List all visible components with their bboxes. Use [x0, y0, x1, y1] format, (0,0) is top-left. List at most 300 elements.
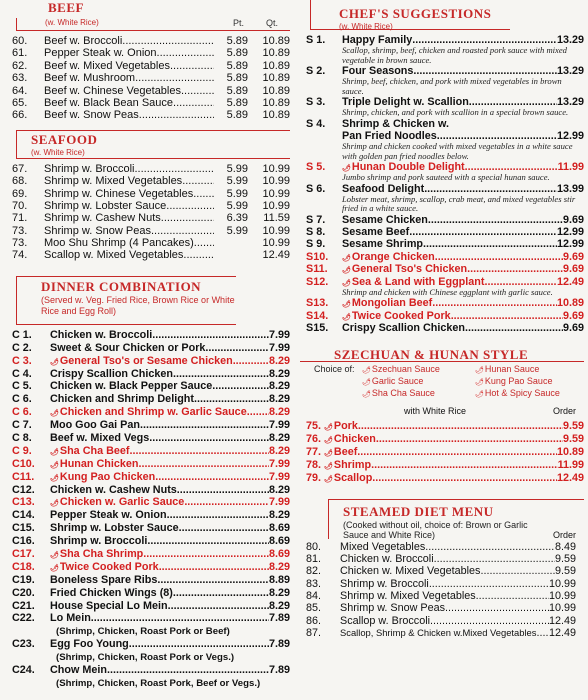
- price-pint: 5.99: [226, 199, 248, 212]
- combo-sub: (Served w. Veg. Fried Rice, Brown Rice or White Rice and Egg Roll): [41, 294, 235, 316]
- item-price: 10.99: [548, 602, 576, 615]
- item-name: Shrimp w. Lobster Sauce: [50, 522, 179, 535]
- item-price: 8.29: [268, 509, 290, 522]
- item-name: 🌶 Twice Cooked Pork: [342, 310, 451, 324]
- item-name: Beef w. Mixed Vegetables: [44, 59, 170, 72]
- item-number: C 5.: [12, 380, 32, 393]
- item-number: 86.: [306, 614, 322, 627]
- sauce-choice: 🌶 Hot & Spicy Sauce: [475, 388, 582, 400]
- szechuan-choices: [300, 361, 584, 400]
- price-quart: 10.89: [262, 47, 290, 60]
- item-number: 65.: [12, 96, 28, 109]
- item-price: 8.89: [268, 573, 290, 586]
- item-number: S 4.: [306, 117, 326, 130]
- item-price: 10.99: [548, 577, 576, 590]
- item-price: 12.49: [556, 471, 584, 484]
- diet-item: [300, 602, 584, 614]
- item-number: 62.: [12, 59, 28, 72]
- item-price: 8.29: [268, 367, 290, 380]
- menu-item: [6, 97, 290, 109]
- item-number: 79.: [306, 471, 322, 484]
- combo-item: [6, 587, 290, 600]
- leader-dots: [138, 458, 269, 471]
- beef-title: BEEF: [48, 0, 84, 15]
- chef-section: [300, 0, 584, 335]
- seafood-title: SEAFOOD: [31, 131, 98, 147]
- item-number: C 2.: [12, 341, 32, 354]
- item-name: Beef w. Mushroom: [44, 72, 136, 85]
- menu-item: [6, 188, 290, 200]
- price-quart: 10.89: [262, 84, 290, 97]
- combo-item: [6, 432, 290, 445]
- right-column: [300, 0, 584, 640]
- menu-item: [6, 163, 290, 175]
- order-label: Order: [552, 405, 576, 416]
- leader-dots: [140, 419, 269, 432]
- diet-sub: (Cooked without oil, choice of: Brown or Garlic Sauce and White Rice): [343, 519, 528, 540]
- item-name: Shrimp w. Broccoli: [340, 577, 429, 590]
- item-price: 8.29: [268, 380, 290, 393]
- leader-dots: [435, 251, 563, 263]
- leader-dots: [357, 446, 557, 458]
- menu-item: [6, 249, 290, 261]
- szechuan-item: [300, 472, 584, 485]
- leader-dots: [155, 471, 269, 484]
- leader-dots: [194, 237, 214, 249]
- item-name: 🌶 General Tso's or Sesame Chicken: [50, 355, 233, 370]
- combo-item: [6, 393, 290, 406]
- left-column: [6, 0, 290, 690]
- chef-list: [300, 34, 584, 335]
- item-number: 60.: [12, 35, 28, 47]
- leader-dots: [193, 188, 214, 200]
- item-number: S 2.: [306, 64, 326, 77]
- item-price: 9.59: [562, 419, 584, 432]
- leader-dots: [372, 472, 557, 484]
- diet-header: [328, 499, 584, 539]
- menu-item: [6, 175, 290, 187]
- combo-item: [6, 612, 290, 625]
- item-name: Chow Mein: [50, 664, 107, 677]
- item-price: 8.29: [268, 586, 290, 599]
- item-price: 8.29: [268, 406, 290, 419]
- menu-item: [6, 225, 290, 237]
- item-price: 12.99: [556, 130, 584, 143]
- item-number: S13.: [306, 297, 329, 310]
- price-pint: 5.99: [226, 187, 248, 200]
- item-number: C12.: [12, 483, 35, 496]
- item-name: 🌶 Sha Cha Beef: [50, 445, 130, 460]
- item-name: Mixed Vegetables: [340, 540, 426, 553]
- price-pint: 5.89: [226, 84, 248, 97]
- leader-dots: [409, 226, 557, 238]
- sauce-choice: 🌶 Sha Cha Sauce: [362, 388, 469, 400]
- item-name: Beef w. Broccoli: [44, 35, 123, 47]
- item-name: Chicken w. Black Pepper Sauce: [50, 380, 213, 393]
- combo-item: [6, 509, 290, 522]
- item-number: 68.: [12, 175, 28, 188]
- item-name: 🌶 Shrimp: [324, 459, 371, 473]
- item-note: (Shrimp, Chicken, Roast Pork, Beef or Vegs.): [56, 678, 261, 690]
- item-name: Shrimp w. Snow Peas: [340, 602, 446, 615]
- item-price: 7.99: [268, 457, 290, 470]
- leader-dots: [465, 322, 563, 334]
- item-description: Jumbo shrimp and pork sauteed with a special hunan sauce.: [342, 172, 550, 183]
- qt-header: Qt.: [265, 18, 278, 28]
- item-price: 13.29: [556, 64, 584, 77]
- item-number: 83.: [306, 577, 322, 590]
- seafood-sub: (w. White Rice): [31, 147, 85, 157]
- item-price: 10.89: [556, 445, 584, 458]
- price-quart: 10.99: [262, 162, 290, 175]
- item-price: 7.99: [268, 419, 290, 432]
- item-number: C14.: [12, 509, 35, 522]
- item-name: Chicken w. Broccoli: [340, 552, 434, 565]
- item-number: S 5.: [306, 161, 326, 174]
- item-number: S 6.: [306, 182, 326, 195]
- item-number: 81.: [306, 552, 322, 565]
- combo-item: [6, 419, 290, 432]
- leader-dots: [181, 85, 214, 97]
- item-price: 7.99: [268, 496, 290, 509]
- sauce-choice: 🌶 Kung Pao Sauce: [475, 376, 582, 388]
- price-pint: 5.89: [226, 47, 248, 60]
- item-price: 8.69: [268, 535, 290, 548]
- item-name: Fried Chicken Wings (8): [50, 586, 173, 599]
- item-price: 12.99: [556, 226, 584, 239]
- combo-title: DINNER COMBINATION: [41, 278, 202, 294]
- leader-dots: [157, 47, 214, 59]
- item-number: C22.: [12, 612, 35, 625]
- leader-dots: [157, 574, 269, 587]
- leader-dots: [129, 638, 269, 651]
- item-description: Scallop, shrimp, beef, chicken and roasted pork sauce with mixed vegetable in brown sauce.: [342, 45, 567, 65]
- item-description: Shrimp and chicken with Chinese eggplant with garlic sauce.: [342, 287, 553, 298]
- item-number: 63.: [12, 72, 28, 85]
- item-number: C17.: [12, 548, 35, 560]
- choice-grid: [362, 364, 582, 400]
- item-number: S10.: [306, 250, 329, 263]
- item-number: C 3.: [12, 354, 32, 367]
- item-number: 74.: [12, 249, 28, 262]
- price-quart: 10.99: [262, 224, 290, 237]
- leader-dots: [432, 297, 557, 309]
- menu-item: [6, 47, 290, 59]
- item-name: Scallop w. Broccoli: [340, 614, 431, 627]
- item-price: 9.59: [562, 432, 584, 445]
- combo-item: [6, 368, 290, 381]
- item-price: 8.29: [268, 444, 290, 457]
- leader-dots: [376, 433, 563, 445]
- leader-dots: [135, 72, 214, 84]
- pt-header: Pt.: [232, 18, 244, 28]
- item-name: 🌶 Mongolian Beef: [342, 297, 432, 311]
- diet-subheader: [343, 520, 584, 540]
- item-name: 🌶 Sea & Land with Eggplant: [342, 276, 484, 290]
- leader-dots: [177, 484, 269, 497]
- item-name: Shrimp w. Lobster Sauce: [44, 199, 167, 212]
- chef-item: [300, 297, 584, 309]
- leader-dots: [168, 600, 269, 613]
- item-number: S 1.: [306, 34, 326, 46]
- item-name: Moo Goo Gai Pan: [50, 419, 140, 432]
- item-name: Shrimp w. Mixed Vegetables: [340, 590, 476, 603]
- item-name: Shrimp w. Mixed Vegetables: [44, 175, 183, 188]
- item-description: Lobster meat, shrimp, scallop, crab meat, and mixed vegetables stir fried in a white sauce.: [342, 194, 576, 214]
- diet-title: STEAMED DIET MENU: [343, 503, 494, 519]
- seafood-header: [16, 130, 290, 159]
- item-name: Chicken w. Mixed Vegetables: [340, 565, 481, 578]
- item-price: 8.29: [268, 431, 290, 444]
- item-price: 10.89: [556, 297, 584, 310]
- combo-item: [6, 471, 290, 484]
- szechuan-header: [300, 347, 584, 361]
- leader-dots: [212, 380, 269, 393]
- combo-item: [6, 329, 290, 342]
- item-number: 70.: [12, 199, 28, 212]
- price-quart: 10.89: [262, 109, 290, 122]
- item-number: 84.: [306, 590, 322, 603]
- item-number: C20.: [12, 586, 35, 599]
- combo-item: [6, 380, 290, 393]
- leader-dots: [428, 214, 563, 226]
- item-name: Moo Shu Shrimp (4 Pancakes): [44, 237, 194, 250]
- diet-item: [300, 627, 584, 639]
- chef-item: [300, 118, 584, 130]
- item-price: 7.89: [268, 638, 290, 651]
- item-price: 9.69: [562, 263, 584, 276]
- item-number: S 9.: [306, 238, 326, 251]
- price-pint: 5.89: [226, 96, 248, 109]
- leader-dots: [134, 163, 214, 175]
- item-name: Four Seasons: [342, 64, 414, 77]
- beef-header: [6, 0, 290, 16]
- leader-dots: [371, 459, 557, 471]
- leader-dots: [358, 420, 563, 432]
- item-number: C21.: [12, 599, 35, 612]
- price-pint: 5.89: [226, 109, 248, 122]
- combo-item: [6, 561, 290, 574]
- item-name: Beef w. Chinese Vegetables: [44, 84, 181, 97]
- price-pint: 5.89: [226, 59, 248, 72]
- item-price: 11.99: [557, 458, 584, 471]
- chef-item: [300, 251, 584, 263]
- beef-col-headers: [233, 18, 284, 29]
- item-name: Scallop, Shrimp & Chicken w.Mixed Vegetables: [340, 627, 537, 639]
- item-description: Shrimp, chicken, and pork with scallion in a special brown sauce.: [342, 107, 569, 118]
- seafood-list: [6, 163, 290, 262]
- item-name: 🌶 Pork: [324, 420, 358, 434]
- menu-item: [6, 35, 290, 47]
- leader-dots: [122, 35, 214, 47]
- item-number: C 7.: [12, 419, 32, 432]
- item-price: 9.69: [562, 250, 584, 263]
- item-number: 71.: [12, 212, 28, 225]
- chef-item: [300, 310, 584, 322]
- item-price: 8.29: [268, 393, 290, 406]
- item-number: 61.: [12, 47, 28, 60]
- item-price: 13.29: [556, 34, 584, 46]
- price-quart: 10.89: [262, 59, 290, 72]
- item-number: 85.: [306, 602, 322, 615]
- item-price: 7.99: [268, 470, 290, 483]
- price-pint: 5.99: [226, 224, 248, 237]
- item-price: 7.89: [268, 664, 290, 677]
- diet-item: [300, 590, 584, 602]
- with-rice-label: with White Rice: [404, 405, 467, 416]
- chef-item: [300, 226, 584, 238]
- item-name: 🌶 Chicken: [324, 433, 376, 447]
- item-name: Beef w. Mixed Vegs.: [50, 431, 153, 444]
- price-quart: 10.99: [262, 199, 290, 212]
- combo-item: [6, 664, 290, 677]
- item-name: Sesame Shrimp: [342, 238, 424, 251]
- seafood-section: [6, 130, 290, 262]
- item-number: C18.: [12, 560, 35, 573]
- item-name: Pepper Steak w. Onion: [50, 509, 167, 522]
- menu-item: [6, 85, 290, 97]
- item-price: 12.99: [556, 238, 584, 251]
- diet-order-label: Order: [552, 529, 576, 540]
- item-name: Sweet & Sour Chicken or Pork: [50, 341, 206, 354]
- combo-item: [6, 496, 290, 509]
- item-price: 9.59: [554, 565, 576, 578]
- leader-dots: [173, 368, 269, 381]
- leader-dots: [451, 310, 563, 322]
- item-price: 8.29: [268, 560, 290, 573]
- leader-dots: [184, 496, 269, 509]
- leader-dots: [183, 249, 214, 261]
- leader-dots: [91, 612, 269, 625]
- diet-item: [300, 553, 584, 565]
- item-price: 13.99: [556, 182, 584, 195]
- leader-dots: [167, 509, 269, 522]
- item-name: 🌶 Twice Cooked Pork: [50, 561, 159, 576]
- item-number: S11.: [306, 263, 328, 276]
- item-number: 66.: [12, 109, 28, 122]
- item-number: C 8.: [12, 431, 32, 444]
- item-name: Beef w. Snow Peas: [44, 109, 139, 122]
- item-number: C 9.: [12, 444, 32, 457]
- leader-dots: [205, 342, 269, 355]
- item-number: C11.: [12, 470, 35, 483]
- item-number: C13.: [12, 496, 35, 509]
- price-quart: 10.99: [262, 187, 290, 200]
- item-number: C24.: [12, 664, 35, 677]
- item-name: Crispy Scallion Chicken: [342, 322, 466, 335]
- item-number: S 7.: [306, 213, 326, 226]
- item-name: 🌶 Hunan Chicken: [50, 458, 138, 473]
- szechuan-item: [300, 420, 584, 433]
- szechuan-item: [300, 459, 584, 472]
- leader-dots: [173, 587, 269, 600]
- item-number: 64.: [12, 84, 28, 97]
- item-number: C 4.: [12, 367, 32, 380]
- item-name: Beef w. Black Bean Sauce: [44, 96, 174, 109]
- item-name: Sesame Beef: [342, 226, 410, 239]
- item-number: 87.: [306, 627, 322, 640]
- diet-item: [300, 565, 584, 577]
- leader-dots: [423, 238, 557, 250]
- leader-dots: [166, 200, 214, 212]
- sauce-choice: 🌶 Garlic Sauce: [362, 376, 469, 388]
- item-number: C10.: [12, 457, 35, 470]
- item-price: 8.49: [554, 540, 576, 553]
- chef-item: [300, 238, 584, 250]
- leader-dots: [445, 602, 549, 614]
- item-name: Pepper Steak w. Onion: [44, 47, 157, 60]
- price-quart: 10.89: [262, 35, 290, 47]
- price-quart: 10.89: [262, 96, 290, 109]
- menu-item: [6, 212, 290, 224]
- item-number: S 8.: [306, 226, 326, 239]
- price-pint: 6.39: [226, 212, 248, 225]
- combo-item: [6, 406, 290, 419]
- diet-item: [300, 578, 584, 590]
- item-description: Shrimp and chicken cooked with mixed vegetables in a white sauce with golden pan fried noodles below.: [342, 141, 573, 161]
- beef-sub: (w. White Rice): [45, 18, 99, 27]
- combo-item: [6, 342, 290, 355]
- item-number: 69.: [12, 187, 28, 200]
- choice-label: Choice of:: [314, 363, 355, 374]
- leader-dots: [147, 535, 269, 548]
- price-pint: 5.99: [226, 162, 248, 175]
- leader-dots: [194, 393, 269, 406]
- item-price: 12.49: [548, 614, 576, 627]
- item-name: Sesame Chicken: [342, 213, 428, 226]
- szechuan-title: SZECHUAN & HUNAN STYLE: [334, 346, 529, 362]
- item-price: 8.29: [268, 354, 290, 367]
- item-number: 76.: [306, 432, 322, 445]
- item-name: 🌶 Kung Pao Chicken: [50, 471, 155, 486]
- combo-item: [6, 355, 290, 368]
- item-number: C15.: [12, 522, 35, 535]
- leader-dots: [182, 175, 214, 187]
- leader-dots: [170, 60, 214, 72]
- item-number: C 6.: [12, 393, 32, 406]
- leader-dots: [159, 561, 269, 574]
- item-price: 8.29: [268, 483, 290, 496]
- leader-dots: [233, 355, 269, 368]
- item-number: C 1.: [12, 328, 32, 341]
- menu-item: [6, 109, 290, 121]
- item-name: Lo Mein: [50, 612, 91, 625]
- chef-item: [300, 322, 584, 334]
- menu-item: [6, 237, 290, 249]
- item-name: 🌶 Chicken and Shrimp w. Garlic Sauce: [50, 406, 247, 421]
- item-note: (Shrimp, Chicken, Roast Pork or Beef): [56, 626, 230, 638]
- item-name: 🌶 Sha Cha Shrimp: [50, 548, 143, 563]
- combo-item: [6, 535, 290, 548]
- szechuan-item: [300, 446, 584, 459]
- combo-list: [6, 329, 290, 690]
- item-price: 7.99: [268, 341, 290, 354]
- item-name: Shrimp & Chicken w.: [342, 117, 449, 130]
- item-name: Shrimp w. Chinese Vegetables: [44, 187, 194, 200]
- chef-item: [300, 263, 584, 275]
- item-number: 77.: [306, 445, 322, 458]
- price-quart: 10.99: [262, 237, 290, 250]
- item-name: 🌶 Beef: [324, 446, 357, 460]
- combo-item: [6, 638, 290, 651]
- item-name-line2: Pan Fried Noodles: [342, 130, 437, 143]
- leader-dots: [152, 329, 269, 342]
- item-name: 🌶 Chicken w. Garlic Sauce: [50, 496, 184, 511]
- leader-dots: [151, 225, 214, 237]
- item-price: 9.69: [562, 309, 584, 322]
- leader-dots: [467, 263, 563, 275]
- chef-item: [300, 214, 584, 226]
